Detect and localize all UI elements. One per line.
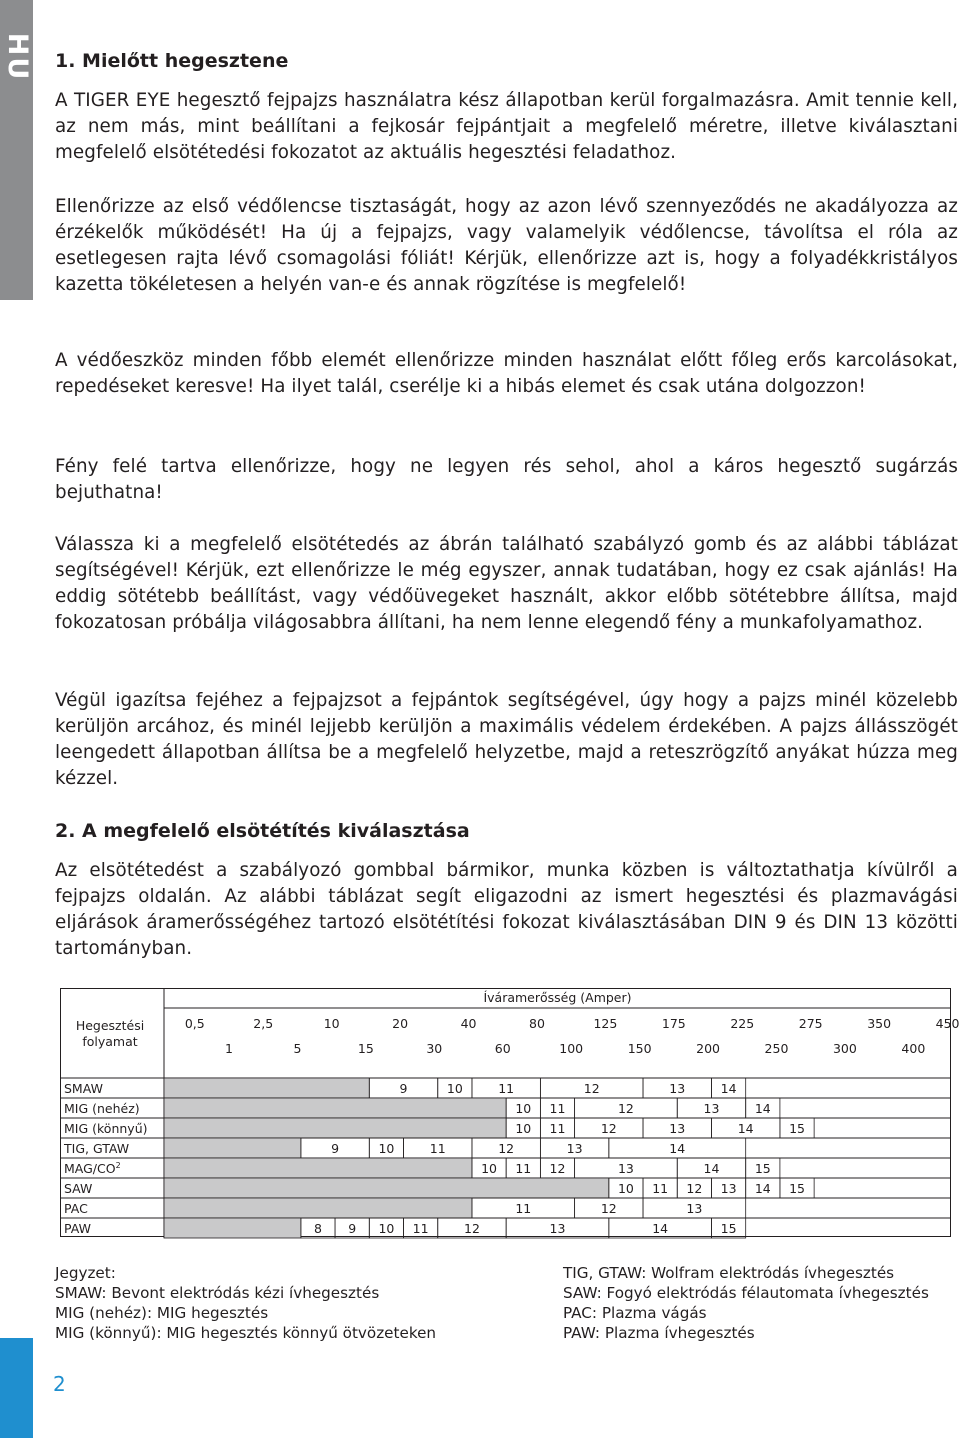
process-name: SAW (64, 1181, 93, 1196)
notes-right (563, 1263, 929, 1343)
amp-tick-label: 15 (357, 1041, 374, 1056)
shade-value: 10 (378, 1141, 395, 1156)
process-name: MIG (könnyű) (64, 1121, 148, 1136)
shade-value: 15 (789, 1181, 805, 1196)
amp-tick-label: 450 (935, 1016, 960, 1031)
shade-value: 10 (515, 1101, 532, 1116)
amp-tick-label: 250 (764, 1041, 789, 1056)
gray-cell (164, 1218, 301, 1238)
shade-value: 11 (429, 1141, 446, 1156)
shade-value: 13 (617, 1161, 634, 1176)
shade-value: 15 (720, 1221, 737, 1236)
paragraph: A védőeszköz minden főbb elemét ellenőrizze minden használat előtt főleg erős karcolásokat, repedéseket keresve! Ha ilyet talál, cserélje ki a hibás elemet és csak utána dolgozzon! (55, 350, 958, 397)
gray-cell (164, 1118, 506, 1138)
note-line: PAC: Plazma vágás (563, 1304, 707, 1322)
gray-cell (164, 1138, 301, 1158)
paragraph: Fény felé tartva ellenőrizze, hogy ne legyen rés sehol, ahol a káros hegesztő sugárzás bejuthatna! (55, 456, 958, 503)
language-tab-label: HU (2, 32, 33, 82)
process-header: Hegesztési (75, 1018, 145, 1033)
shade-value: 9 (331, 1141, 340, 1156)
amp-tick-label: 60 (494, 1041, 511, 1056)
shade-value: 15 (789, 1121, 805, 1136)
shade-value: 11 (515, 1161, 532, 1176)
shade-value: 12 (549, 1161, 566, 1176)
section2-title: 2. A megfelelő elsötétítés kiválasztása (55, 820, 470, 842)
shade-value: 14 (720, 1081, 737, 1096)
shade-value: 9 (399, 1081, 408, 1096)
amp-tick-label: 200 (696, 1041, 720, 1056)
shade-value: 12 (583, 1081, 600, 1096)
gray-cell (164, 1178, 609, 1198)
amp-header: Íváramerősség (Amper) (483, 990, 632, 1005)
section1-title: 1. Mielőtt hegesztene (55, 50, 289, 72)
shade-value: 13 (703, 1101, 720, 1116)
note-line: SMAW: Bevont elektródás kézi ívhegesztés (55, 1284, 380, 1302)
note-line: PAW: Plazma ívhegesztés (563, 1324, 755, 1342)
process-name: SMAW (64, 1081, 103, 1096)
shade-value: 14 (754, 1181, 771, 1196)
shade-value: 12 (464, 1221, 480, 1236)
page-number: 2 (53, 1372, 66, 1396)
shade-value: 13 (549, 1221, 566, 1236)
shade-value: 14 (669, 1141, 686, 1156)
shade-value: 13 (686, 1201, 703, 1216)
shade-table-grid (60, 988, 960, 1238)
amp-tick-label: 150 (627, 1041, 652, 1056)
amp-tick-label: 20 (392, 1016, 409, 1031)
amp-tick-label: 80 (529, 1016, 545, 1031)
process-name: PAW (64, 1221, 91, 1236)
shade-value: 14 (652, 1221, 669, 1236)
shade-value: 8 (314, 1221, 322, 1236)
amp-tick-label: 400 (901, 1041, 926, 1056)
amp-tick-label: 125 (593, 1016, 618, 1031)
gray-cell (164, 1078, 369, 1098)
shade-value: 11 (549, 1101, 566, 1116)
amp-tick-label: 40 (460, 1016, 477, 1031)
note-line: SAW: Fogyó elektródás félautomata ívhegesztés (563, 1284, 929, 1302)
amp-tick-label: 30 (426, 1041, 443, 1056)
amp-tick-label: 1 (225, 1041, 233, 1056)
paragraph: A TIGER EYE hegesztő fejpajzs használatra kész állapotban kerül forgalmazásra. Amit tennie kell, az nem más, mint beállítani a fejkosár fejpántjait a megfelelő méretre, illetve kiválasztani megfelelő elsötétedési fokozatot az aktuális hegesztési feladathoz. (55, 90, 958, 163)
shade-value: 13 (720, 1181, 737, 1196)
shade-value: 9 (348, 1221, 357, 1236)
process-name: PAC (64, 1201, 88, 1216)
paragraph: Végül igazítsa fejéhez a fejpajzsot a fejpántok segítségével, úgy hogy a pajzs minél közelebb kerüljön arcához, és minél lejjebb kerüljön a maximális védelem érdekében. A pajzs állásszögét leengedett állapotban állítsa be a megfelelő helyzetbe, majd a reteszrögzítő anyákat húzza meg kézzel. (55, 690, 958, 789)
shade-value: 13 (566, 1141, 583, 1156)
process-name: MAG/$CO^2$ (64, 1161, 121, 1176)
paragraph: Válassza ki a megfelelő elsötétedés az ábrán található szabályzó gomb és az alábbi táblázat segítségével! Kérjük, ezt ellenőrizze le még egyszer, annak tudatában, hogy ez csak ajánlás! Ha eddig sötétebb beállítást, vagy védőüvegeket használt, akkor előbb sötétebbre állítsa, majd fokozatosan próbálja világosabbra állítani, ha nem lenne elegendő fény a munkafolyamathoz. (55, 534, 958, 633)
shade-value: 10 (515, 1121, 532, 1136)
shade-value: 13 (669, 1121, 686, 1136)
process-name: TIG, GTAW (64, 1141, 130, 1156)
shade-value: 14 (703, 1161, 720, 1176)
note-line: MIG (nehéz): MIG hegesztés (55, 1304, 269, 1322)
shade-value: 12 (617, 1101, 634, 1116)
shade-value: 11 (498, 1081, 515, 1096)
shade-value: 13 (669, 1081, 686, 1096)
shade-value: 12 (600, 1121, 617, 1136)
amp-tick-label: 225 (730, 1016, 755, 1031)
shade-value: 10 (378, 1221, 395, 1236)
language-tab (0, 0, 33, 300)
amp-tick-label: 350 (867, 1016, 892, 1031)
amp-tick-label: 100 (559, 1041, 584, 1056)
shade-table (60, 988, 960, 1238)
shade-value: 11 (412, 1221, 429, 1236)
amp-tick-label: 275 (798, 1016, 823, 1031)
process-name: MIG (nehéz) (64, 1101, 140, 1116)
note-line: MIG (könnyű): MIG hegesztés könnyű ötvözeteken (55, 1324, 437, 1342)
amp-tick-label: 2,5 (253, 1016, 274, 1031)
gray-cell (164, 1158, 472, 1178)
paragraph: Ellenőrizze az első védőlencse tisztaságát, hogy az azon lévő szennyeződés ne akadályozza az érzékelők működését! Ha új a fejpajzs, vagy valamelyik védőlencse, távolítsa el róla az esetlegesen rajta lévő csomagolási fóliát! Kérjük, ellenőrizze azt is, hogy a folyadékkristályos kazetta tökéletesen a helyén van-e és annak rögzítése is megfelelő! (55, 196, 958, 295)
shade-value: 11 (515, 1201, 532, 1216)
shade-value: 11 (549, 1121, 566, 1136)
note-line: Jegyzet: (55, 1264, 116, 1282)
shade-value: 15 (754, 1161, 771, 1176)
page-number-tab (0, 1338, 33, 1438)
amp-tick-label: 5 (293, 1041, 302, 1056)
amp-tick-label: 0,5 (184, 1016, 205, 1031)
amp-tick-label: 10 (323, 1016, 340, 1031)
shade-value: 11 (652, 1181, 669, 1196)
note-line: TIG, GTAW: Wolfram elektródás ívhegesztés (563, 1264, 895, 1282)
paragraph: Az elsötétedést a szabályozó gombbal bármikor, munka közben is változtathatja kívülről a fejpajzs oldalán. Az alábbi táblázat segít eligazodni az ismert hegesztési és plazmavágási eljárások áramerősségéhez tartozó elsötétítési fokozat kiválasztásában DIN 9 és DIN 13 közötti tartományban. (55, 860, 958, 959)
shade-value: 10 (617, 1181, 634, 1196)
shade-value: 14 (737, 1121, 754, 1136)
amp-tick-label: 300 (832, 1041, 857, 1056)
shade-value: 10 (481, 1161, 498, 1176)
shade-value: 12 (498, 1141, 515, 1156)
amp-tick-label: 175 (661, 1016, 686, 1031)
gray-cell (164, 1098, 506, 1118)
shade-value: 10 (446, 1081, 463, 1096)
shade-value: 14 (754, 1101, 771, 1116)
shade-value: 12 (600, 1201, 617, 1216)
notes-left (55, 1263, 436, 1343)
gray-cell (164, 1198, 472, 1218)
shade-value: 12 (686, 1181, 703, 1196)
process-header: folyamat (82, 1034, 138, 1049)
